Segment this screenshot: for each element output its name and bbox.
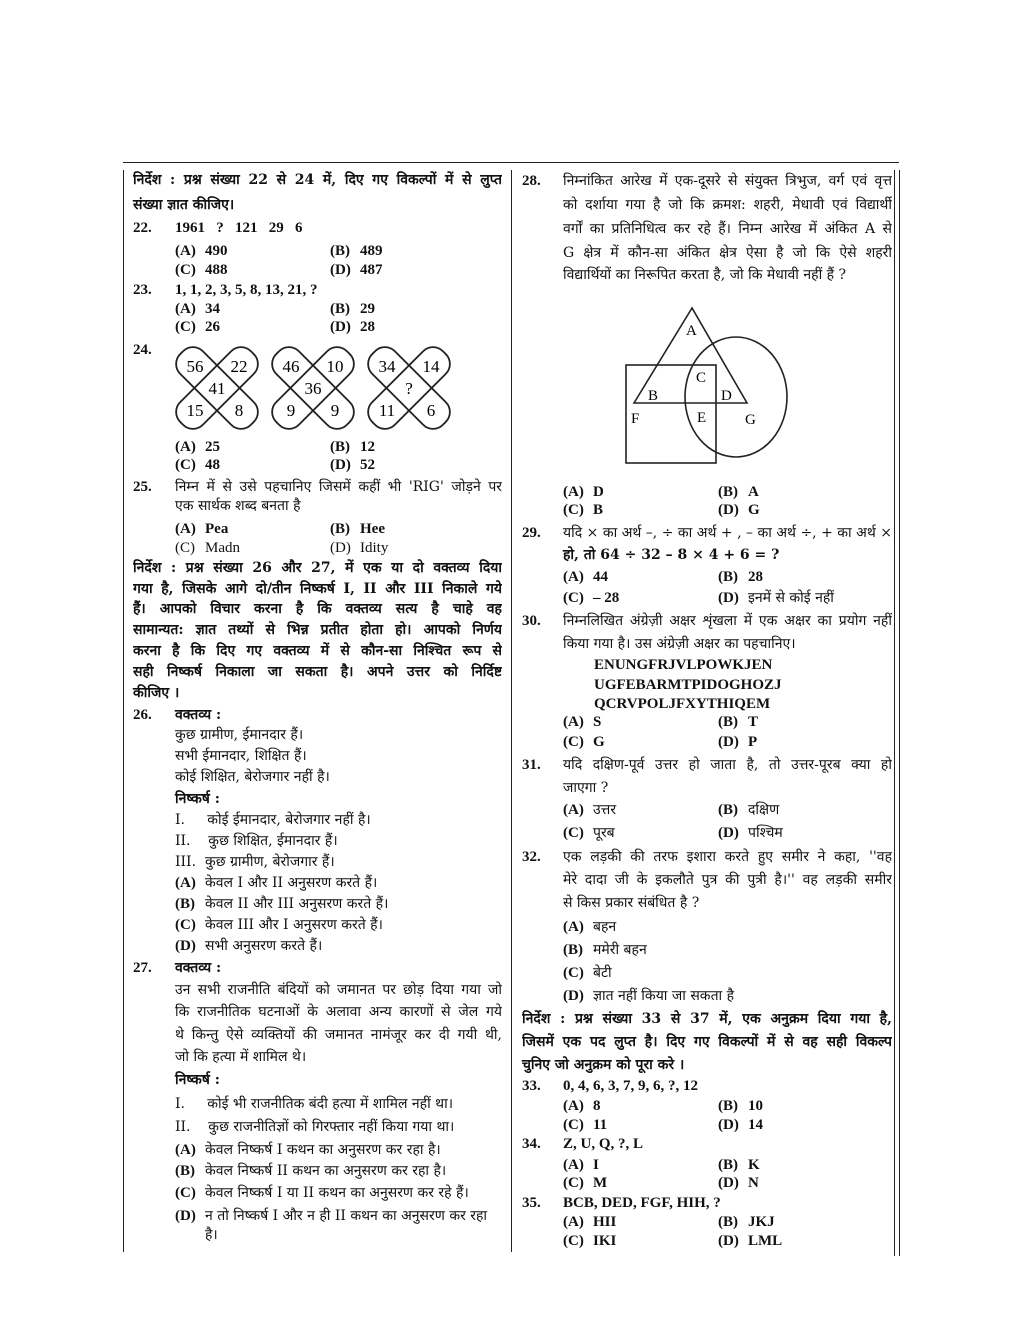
option-text: K [748, 1157, 760, 1173]
figure-number: 36 [304, 379, 322, 398]
option-text: B [593, 502, 604, 518]
answer-option-right-column-q29-options-0 [563, 567, 608, 587]
option-label: (A) [175, 301, 196, 317]
option-label: (A) [175, 439, 196, 455]
option-label: (C) [175, 319, 196, 335]
right-column-q32-text-0: एक लड़की की तरफ इशारा करते हुए समीर ने कहा, ''वह [563, 849, 892, 865]
answer-option-left-column-q27-options-3 [175, 1206, 487, 1226]
option-label: (A) [175, 1142, 196, 1158]
option-label: (D) [330, 319, 351, 335]
answer-option-right-column-q35-options-0 [563, 1212, 616, 1232]
left-column-direction-26-27-0: निर्देश : प्रश्न संख्या 26 और 27, में एक या दो वक्तव्य दिया [133, 560, 502, 576]
left-column-direction-26-27-6: कीजिए । [133, 685, 180, 701]
option-label: (C) [563, 590, 584, 606]
answer-option-left-column-q24-options-2 [175, 455, 220, 475]
option-text: P [748, 734, 758, 750]
option-text: 490 [205, 243, 228, 259]
option-text: S [593, 714, 602, 730]
figure-number: 8 [234, 401, 244, 420]
left-column-q22-text: 1961 ? 121 29 6 [175, 220, 303, 236]
top-rule [123, 162, 899, 163]
figure-number: 9 [330, 401, 340, 420]
right-column-q31-text-0: यदि दक्षिण-पूर्व उत्तर हो जाता है, तो उत्तर-पूरब क्या हो [563, 757, 892, 773]
answer-option-left-column-q25-options-2 [175, 538, 240, 558]
option-text: M [593, 1175, 608, 1191]
right-column-q35-number: 35. [522, 1195, 541, 1211]
option-text: A [748, 484, 759, 500]
option-text: 34 [205, 301, 220, 317]
left-column-direction-22-24-1: संख्या ज्ञात कीजिए। [133, 197, 235, 213]
option-label: (D) [330, 457, 351, 473]
answer-option-left-column-q22-options-1 [330, 241, 383, 261]
right-column-q28-text-3: G क्षेत्र में कौन-सा अंकित क्षेत्र ऐसा है जो कि ऐसे शहरी [563, 245, 892, 261]
answer-option-left-column-q25-options-1 [330, 519, 385, 539]
answer-option-left-column-q24-options-1 [330, 437, 375, 457]
answer-option-right-column-q33-options-2 [563, 1115, 607, 1135]
option-label: (C) [563, 1175, 584, 1191]
option-text: ममेरी बहन [593, 942, 647, 958]
triangle-urban [634, 308, 747, 403]
figure-number: 14 [422, 357, 440, 376]
option-label: (D) [718, 1175, 739, 1191]
option-label: (B) [718, 484, 738, 500]
answer-option-left-column-q27-options-1 [175, 1161, 446, 1181]
answer-option-right-column-q35-options-1 [718, 1212, 775, 1232]
answer-option-left-column-q22-options-3 [330, 260, 383, 280]
left-column-q27-number: 27. [133, 960, 152, 976]
answer-option-left-column-q26-options-2 [175, 915, 383, 935]
option-label: (D) [563, 988, 584, 1004]
right-column-q34-text: Z, U, Q, ?, L [563, 1136, 644, 1152]
answer-option-right-column-q28-options-1 [718, 482, 759, 502]
option-text: Madn [205, 540, 240, 556]
left-column-direction-26-27-4: करना है कि दिए गए वक्तव्य में से कौन-सा निश्चित रूप से [133, 643, 502, 659]
left-column-q26-conclusion-label: निष्कर्ष : [175, 791, 220, 807]
option-label: (D) [330, 540, 351, 556]
option-label: (D) [718, 502, 739, 518]
option-label: (C) [175, 540, 195, 556]
option-label: (C) [175, 457, 196, 473]
region-g: G [745, 412, 756, 428]
right-column-direction-33-37-1: जिसमें एक पद लुप्त है। दिए गए विकल्पों में से वह सही विकल्प [522, 1034, 892, 1050]
option-text: केवल निष्कर्ष I कथन का अनुसरण कर रहा है। [205, 1142, 441, 1158]
option-label: (C) [175, 917, 196, 933]
option-text: बहन [593, 919, 617, 935]
option-text: Pea [205, 521, 229, 537]
figure-number: 41 [208, 379, 226, 398]
cross-band [170, 341, 263, 434]
left-column-q24-number: 24. [133, 342, 152, 358]
left-column-q25-text-0: निम्न में से उसे पहचानिए जिसमें कहीं भी 'RIG' जोड़ने पर [175, 479, 502, 495]
option-label: (C) [563, 502, 584, 518]
option-label: (A) [563, 919, 584, 935]
region-d: D [721, 388, 732, 404]
region-f: F [631, 411, 640, 427]
right-column-q28-text-4: विद्यार्थियों का निरूपित करता है, जो कि मेधावी नहीं हैं ? [563, 267, 847, 283]
left-column-q27-statements-2: थे किन्तु ऐसे व्यक्तियों की जमानत नामंजूर कर दी गयी थी, [175, 1027, 502, 1043]
option-label: (D) [330, 262, 351, 278]
right-column-q34-number: 34. [522, 1136, 541, 1152]
region-b: B [648, 388, 659, 404]
option-text: 26 [205, 319, 220, 335]
left-column-q26-statements-0: कुछ ग्रामीण, ईमानदार हैं। [175, 727, 304, 743]
option-label: (B) [330, 439, 350, 455]
option-label: (B) [563, 942, 583, 958]
left-column-q26-conclusions-2: III. कुछ ग्रामीण, बेरोजगार हैं। [175, 854, 335, 870]
option-label: (B) [718, 1214, 738, 1230]
left-column-q22-number: 22. [133, 220, 152, 236]
answer-option-right-column-q33-options-1 [718, 1096, 763, 1116]
option-text: N [748, 1175, 759, 1191]
answer-option-right-column-q32-options-2 [563, 963, 612, 983]
option-text: LML [748, 1233, 783, 1249]
option-label: (D) [175, 1208, 196, 1224]
answer-option-right-column-q34-options-2 [563, 1173, 607, 1193]
answer-option-left-column-q24-options-0 [175, 437, 220, 457]
figure-number: 10 [326, 357, 344, 376]
right-column-q32-number: 32. [522, 849, 541, 865]
option-label: (D) [718, 734, 739, 750]
answer-option-left-column-q26-options-0 [175, 873, 377, 893]
left-column-q26-number: 26. [133, 707, 152, 723]
region-a: A [686, 323, 697, 339]
option-text: बेटी [593, 965, 612, 981]
option-text: 44 [593, 569, 608, 585]
left-column-q27-statement-label: वक्तव्य : [175, 960, 222, 976]
left-column-direction-26-27-3: सामान्यत: ज्ञात तथ्यों से भिन्न प्रतीत होता हो। आपको निर्णय [133, 622, 502, 638]
answer-option-left-column-q25-options-3 [330, 538, 388, 558]
left-column-q27-statements-1: कि राजनीतिक घटनाओं के अलावा अन्य कारणों से जेल गये [175, 1004, 502, 1020]
right-column-q30-letters-0: ENUNGFRJVLPOWKJEN [594, 657, 773, 673]
option-label: (A) [563, 1214, 584, 1230]
answer-option-left-column-q27-options-2 [175, 1183, 469, 1203]
option-text: IKI [593, 1233, 617, 1249]
answer-option-right-column-q35-options-2 [563, 1231, 616, 1251]
left-column-q27-conclusions-0: I. कोई भी राजनीतिक बंदी हत्या में शामिल नहीं था। [175, 1096, 454, 1112]
right-column-q30-text-0: निम्नलिखित अंग्रेज़ी अक्षर शृंखला में एक अक्षर का प्रयोग नहीं [563, 613, 892, 629]
answer-option-right-column-q29-options-2 [563, 588, 619, 608]
answer-option-left-column-q22-options-0 [175, 241, 228, 261]
answer-option-left-column-q26-options-1 [175, 894, 388, 914]
option-label: (B) [175, 1163, 195, 1179]
option-text: सभी अनुसरण करते हैं। [205, 938, 323, 954]
right-column-q33-text: 0, 4, 6, 3, 7, 9, 6, ?, 12 [563, 1078, 698, 1094]
right-column-q35-text: BCB, DED, FGF, HIH, ? [563, 1195, 721, 1211]
answer-option-left-column-q26-options-3 [175, 936, 322, 956]
answer-option-right-column-q30-options-3 [718, 732, 757, 752]
figure-number: 34 [378, 357, 396, 376]
right-column-q28-text-1: को दर्शाया गया है जो कि क्रमश: शहरी, मेधावी एवं विद्यार्थी [563, 197, 892, 213]
answer-option-left-column-q24-options-3 [330, 455, 375, 475]
option-text: 29 [360, 301, 375, 317]
option-label: (A) [563, 802, 584, 818]
option-label: (B) [718, 1157, 738, 1173]
left-border [123, 170, 124, 1252]
option-text: 14 [748, 1117, 763, 1133]
answer-option-left-column-q23-options-3 [330, 317, 375, 337]
left-column-q23-number: 23. [133, 282, 152, 298]
answer-option-right-column-q35-options-3 [718, 1231, 782, 1251]
option-text: उत्तर [593, 802, 617, 818]
option-label: (B) [330, 243, 350, 259]
option-text: पूरब [593, 825, 615, 841]
option-label: (C) [563, 1233, 584, 1249]
option-text: पश्चिम [748, 825, 783, 841]
left-column-q26-conclusions-1: II. कुछ शिक्षित, ईमानदार हैं। [175, 833, 338, 849]
left-column-q27-statements-3: जो कि हत्या में शामिल थे। [175, 1049, 307, 1065]
figure-number: 46 [282, 357, 300, 376]
option-text: केवल निष्कर्ष I या II कथन का अनुसरण कर रहे हैं। [205, 1185, 469, 1201]
option-text: दक्षिण [748, 802, 780, 818]
cross-band [266, 341, 359, 434]
option-text: Hee [360, 521, 385, 537]
option-label: (D) [718, 1117, 739, 1133]
right-border-outer [899, 170, 900, 1256]
option-label: (D) [718, 825, 739, 841]
option-label: (A) [175, 243, 196, 259]
option-text: केवल I और II अनुसरण करते हैं। [205, 875, 378, 891]
figure-number: 56 [186, 357, 204, 376]
answer-option-right-column-q34-options-3 [718, 1173, 759, 1193]
option-label: (C) [563, 965, 584, 981]
option-text: – 28 [593, 590, 620, 606]
option-text: Idity [360, 540, 389, 556]
left-column-direction-22-24-0: निर्देश : प्रश्न संख्या 22 से 24 में, दिए गए विकल्पों में से लुप्त [133, 172, 502, 188]
option-text: 25 [205, 439, 220, 455]
answer-option-right-column-q30-options-1 [718, 712, 758, 732]
answer-option-left-column-q27-options-0 [175, 1140, 441, 1160]
answer-option-right-column-q34-options-1 [718, 1155, 760, 1175]
option-label: (C) [175, 1185, 196, 1201]
answer-option-right-column-q33-options-0 [563, 1096, 601, 1116]
answer-option-left-column-q23-options-2 [175, 317, 220, 337]
answer-option-right-column-q31-options-1 [718, 800, 779, 820]
left-column-q27-statements-0: उन सभी राजनीति बंदियों को जमानत पर छोड़ दिया गया जो [175, 982, 502, 998]
right-border-inner [894, 170, 895, 1256]
option-text: T [748, 714, 759, 730]
answer-option-right-column-q28-options-3 [718, 500, 760, 520]
right-column-q29-text-1: हो, तो 64 ÷ 32 – 8 × 4 + 6 = ? [563, 547, 780, 563]
option-label: (C) [563, 734, 584, 750]
option-label: (D) [718, 590, 739, 606]
option-text: केवल III और I अनुसरण करते हैं। [205, 917, 383, 933]
figure-number: 11 [378, 401, 396, 420]
option-text: G [748, 502, 760, 518]
right-column-q32-text-1: मेरे दादा जी के इकलौते पुत्र की पुत्री है।'' वह लड़की समीर [563, 872, 892, 888]
option-text: 8 [593, 1098, 601, 1114]
answer-option-right-column-q29-options-1 [718, 567, 763, 587]
figure-number: 15 [186, 401, 204, 420]
option-label: (C) [563, 1117, 584, 1133]
region-c: C [696, 370, 707, 386]
right-column-q33-number: 33. [522, 1078, 541, 1094]
option-label: (B) [718, 714, 738, 730]
cross-band [362, 341, 455, 434]
option-label: (B) [330, 521, 350, 537]
option-text: 489 [360, 243, 383, 259]
answer-option-right-column-q32-options-0 [563, 917, 616, 937]
right-column-q29-number: 29. [522, 525, 541, 541]
option-label: (B) [330, 301, 350, 317]
answer-option-right-column-q30-options-2 [563, 732, 605, 752]
left-column-q27-conclusions-1: II. कुछ राजनीतिज्ञों को गिरफ्तार नहीं किया गया था। [175, 1119, 455, 1135]
option-label: (D) [175, 938, 196, 954]
right-column-q28-text-2: वर्गों का प्रतिनिधित्व कर रहे हैं। निम्न आरेख में अंकित A से [563, 221, 892, 237]
left-column-q26-statement-label: वक्तव्य : [175, 707, 222, 723]
answer-option-right-column-q33-options-3 [718, 1115, 763, 1135]
option-text: 52 [360, 457, 375, 473]
right-column-q30-letters-1: UGFEBARMTPIDOGHOZJ [594, 677, 782, 693]
left-column-q25-number: 25. [133, 479, 152, 495]
option-label: (D) [718, 1233, 739, 1249]
figure-number: 9 [286, 401, 296, 420]
answer-option-right-column-q31-options-0 [563, 800, 616, 820]
answer-option-left-column-q23-options-1 [330, 299, 375, 319]
option-text: G [593, 734, 605, 750]
right-column-q31-text-1: जाएगा ? [563, 780, 609, 796]
option-label: (A) [175, 875, 196, 891]
option-text: 48 [205, 457, 220, 473]
left-column-q27-option-d-continuation: है। [205, 1227, 218, 1243]
answer-option-right-column-q32-options-3 [563, 986, 734, 1006]
figure-number: ? [405, 379, 413, 398]
option-label: (B) [175, 896, 195, 912]
answer-option-right-column-q28-options-2 [563, 500, 603, 520]
option-text: 10 [748, 1098, 763, 1114]
option-text: D [593, 484, 604, 500]
left-column-direction-26-27-5: सही निष्कर्ष निकाला जा सकता है। अपने उत्तर को निर्दिष्ट [133, 664, 502, 680]
option-text: केवल II और III अनुसरण करते हैं। [205, 896, 389, 912]
right-column-q30-number: 30. [522, 613, 541, 629]
right-column-q28-text-0: निम्नांकित आरेख में एक-दूसरे से संयुक्त त्रिभुज, वर्ग एवं वृत्त [563, 173, 892, 189]
answer-option-right-column-q31-options-3 [718, 823, 783, 843]
option-text: न तो निष्कर्ष I और न ही II कथन का अनुसरण कर रहा [205, 1208, 488, 1224]
left-column-q23-text: 1, 1, 2, 3, 5, 8, 13, 21, ? [175, 282, 318, 298]
left-column-q26-statements-2: कोई शिक्षित, बेरोजगार नहीं है। [175, 769, 330, 785]
option-text: ज्ञात नहीं किया जा सकता है [593, 988, 735, 1004]
right-column-q30-letters-2: QCRVPOLJFXYTHIQEM [594, 696, 771, 712]
left-column-direction-26-27-2: हैं। आपको विचार करना है कि वक्तव्य सत्य है चाहे वह [133, 601, 502, 617]
region-e: E [697, 410, 707, 426]
option-text: JKJ [748, 1214, 775, 1230]
answer-option-right-column-q30-options-0 [563, 712, 601, 732]
cross-band [266, 341, 359, 434]
option-text: 28 [360, 319, 375, 335]
answer-option-right-column-q34-options-0 [563, 1155, 599, 1175]
right-column-q28-number: 28. [522, 173, 541, 189]
option-label: (A) [563, 484, 584, 500]
right-column-q31-number: 31. [522, 757, 541, 773]
option-text: 488 [205, 262, 228, 278]
figure-number: 22 [230, 357, 248, 376]
option-text: 487 [360, 262, 383, 278]
right-column-q29-text-0: यदि × का अर्थ –, ÷ का अर्थ + , – का अर्थ ÷, + का अर्थ × [563, 525, 892, 541]
answer-option-left-column-q23-options-0 [175, 299, 220, 319]
left-column-direction-26-27-1: गया है, जिसके आगे दो/तीन निष्कर्ष I, II और III निकाले गये [133, 581, 502, 597]
answer-option-right-column-q31-options-2 [563, 823, 615, 843]
square-meritorious [626, 365, 716, 463]
figure-number: 6 [426, 401, 436, 420]
option-label: (C) [175, 262, 196, 278]
option-label: (A) [563, 1098, 584, 1114]
circle-students [685, 337, 787, 457]
option-text: 12 [360, 439, 375, 455]
option-text: केवल निष्कर्ष II कथन का अनुसरण कर रहा है। [205, 1163, 447, 1179]
answer-option-right-column-q28-options-0 [563, 482, 604, 502]
option-label: (A) [175, 521, 196, 537]
option-text: 28 [748, 569, 763, 585]
column-divider [511, 170, 512, 1252]
right-column-q30-text-1: किया गया है। उस अंग्रेज़ी अक्षर का पहचानिए। [563, 636, 796, 652]
right-column-direction-33-37-2: चुनिए जो अनुक्रम को पूरा करे । [522, 1057, 685, 1073]
answer-option-left-column-q25-options-0 [175, 519, 228, 539]
left-column-q27-conclusion-label: निष्कर्ष : [175, 1072, 220, 1088]
option-label: (A) [563, 1157, 584, 1173]
option-label: (B) [718, 802, 738, 818]
answer-option-right-column-q29-options-3 [718, 588, 834, 608]
cross-band [170, 341, 263, 434]
option-text: 11 [593, 1117, 608, 1133]
cross-band [362, 341, 455, 434]
right-column-q32-text-2: से किस प्रकार संबंधित है ? [563, 895, 700, 911]
option-text: I [593, 1157, 599, 1173]
option-label: (B) [718, 1098, 738, 1114]
left-column-q26-conclusions-0: I. कोई ईमानदार, बेरोजगार नहीं है। [175, 812, 371, 828]
option-label: (C) [563, 825, 584, 841]
left-column-q25-text-1: एक सार्थक शब्द बनता है [175, 498, 301, 514]
option-label: (A) [563, 714, 584, 730]
answer-option-right-column-q32-options-1 [563, 940, 647, 960]
option-label: (A) [563, 569, 584, 585]
option-text: इनमें से कोई नहीं [748, 590, 834, 606]
option-label: (B) [718, 569, 738, 585]
option-text: HII [593, 1214, 617, 1230]
left-column-q26-statements-1: सभी ईमानदार, शिक्षित हैं। [175, 748, 307, 764]
answer-option-left-column-q22-options-2 [175, 260, 228, 280]
right-column-direction-33-37-0: निर्देश : प्रश्न संख्या 33 से 37 में, एक अनुक्रम दिया गया है, [522, 1011, 892, 1027]
